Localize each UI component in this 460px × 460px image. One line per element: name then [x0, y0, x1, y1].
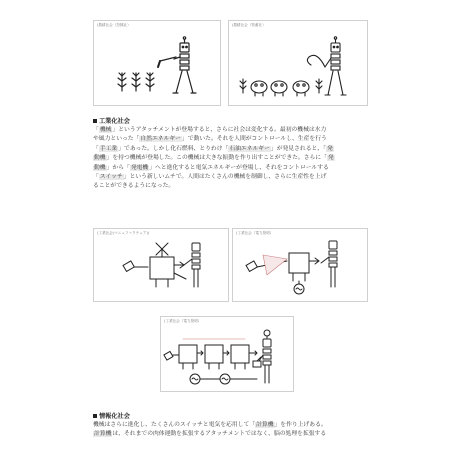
paragraph-information	[93, 421, 371, 440]
paragraph-line	[93, 135, 371, 144]
plant-icon	[132, 73, 140, 91]
lightbulb-icon	[264, 330, 270, 338]
plant-icon	[118, 73, 126, 91]
figure-caption: (農耕社会（牧畜社）	[232, 23, 266, 27]
keyword-highlight: 自然エネルギー	[140, 136, 181, 143]
keyword-highlight: 発	[327, 155, 334, 162]
text-segment: 」へと進化すると電気エネルギーが登場し、それをコントロールする	[149, 164, 329, 171]
figure-industrial-1	[93, 228, 229, 302]
figure-agriculture-2	[228, 20, 368, 106]
text-segment: 」を作り上げある。	[274, 422, 327, 428]
robot-figure-icon	[173, 37, 196, 93]
text-segment: 」から「	[106, 164, 130, 171]
text-segment: 」であった。しかし化石燃料、とりわけ「	[118, 145, 229, 152]
paragraph-line	[93, 154, 371, 163]
robot-figure-icon	[325, 37, 346, 95]
text-segment: 」というアタッチメントが登場すると、さらに社会は変化する。最初の機械は水力	[112, 127, 327, 133]
machine-box-icon	[289, 253, 319, 281]
windmill-icon	[156, 243, 168, 257]
figure-caption: (農耕社会（狩猟社）	[97, 23, 131, 27]
paragraph-line	[93, 182, 371, 191]
section-heading-information	[93, 411, 130, 420]
switch-icon	[253, 357, 261, 367]
paragraph-line	[93, 173, 371, 182]
pig-icon	[271, 81, 287, 96]
figure-industrial-1-art	[94, 229, 228, 301]
keyword-highlight: 計算機	[94, 431, 112, 438]
hammer-icon	[123, 261, 148, 272]
keyword-highlight: 動機	[94, 155, 106, 162]
text-segment: は、それまでの肉体運動を拡張するアタッチメントではなく、脳の処理を拡張する	[112, 431, 327, 438]
keyword-highlight: 計算機	[256, 422, 274, 428]
plant-icon	[316, 79, 322, 93]
figure-industrial-3-art	[161, 317, 293, 391]
text-segment: 」で動いた。それを人間がコントロールし、生産を行う	[181, 136, 327, 143]
robot-figure-icon	[184, 243, 200, 287]
paragraph-line	[93, 145, 371, 154]
text-segment: や風力といった「	[93, 136, 140, 143]
paragraph-line	[93, 430, 371, 439]
machine-box-icon	[179, 345, 203, 369]
figure-caption: (工業社会（電力発明）	[164, 319, 202, 323]
keyword-highlight: 機械	[99, 127, 112, 133]
paragraph-line	[93, 164, 371, 173]
paragraph-line	[93, 421, 371, 430]
plant-icon	[146, 73, 154, 91]
pig-icon	[293, 81, 309, 96]
paragraph-industrial	[93, 126, 371, 192]
power-plant-icon	[190, 374, 257, 384]
machine-box-icon	[150, 257, 186, 287]
keyword-highlight: 発	[326, 145, 333, 152]
power-plant-icon	[294, 281, 304, 294]
text-segment: 」を持つ機械が登場した。この機械は大きな振動を作り出すことができた。さらに「	[106, 155, 327, 162]
figure-caption: (工業社会（電力発明）	[236, 231, 274, 235]
keyword-highlight: 石油エネルギー	[229, 145, 270, 152]
robot-figure-icon	[321, 241, 337, 287]
figure-industrial-2-art	[233, 229, 367, 301]
heading-bullet	[93, 414, 97, 418]
hammer-icon	[164, 351, 179, 360]
text-segment: 「	[93, 174, 99, 181]
figure-caption: (工業社会(マニュファクチュア))	[97, 231, 150, 235]
figure-agriculture-1-art	[94, 21, 220, 105]
section-heading-text: 工業化社会	[99, 118, 130, 125]
text-segment: 機械はさらに進化し、たくさんのスイッチと電気を応用して「	[93, 422, 256, 428]
figure-agriculture-2-art	[229, 21, 367, 105]
section-heading-text: 情報化社会	[99, 413, 130, 420]
text-segment: 「	[93, 145, 99, 152]
keyword-highlight: スイッチ	[99, 174, 123, 181]
keyword-highlight: 動機	[94, 164, 106, 171]
paragraph-line	[93, 126, 371, 135]
text-segment: 「	[93, 127, 99, 133]
figure-industrial-2	[232, 228, 368, 302]
figure-agriculture-1	[93, 20, 221, 106]
plant-icon	[240, 79, 246, 93]
text-segment: ることができるようになった。	[93, 183, 175, 190]
section-heading-industrial	[93, 116, 130, 125]
machine-box-icon	[205, 345, 229, 369]
keyword-highlight: 手工業	[99, 145, 118, 152]
pig-icon	[251, 81, 267, 96]
text-segment: 」という新しいムチで。人間はたくさんの機械を制御し、さらに生産性を上げ	[123, 174, 327, 181]
text-segment: 」が発見されると、「	[270, 145, 326, 152]
heading-bullet	[93, 119, 97, 123]
keyword-highlight: 発電機	[130, 164, 149, 171]
figure-industrial-3	[160, 316, 294, 392]
